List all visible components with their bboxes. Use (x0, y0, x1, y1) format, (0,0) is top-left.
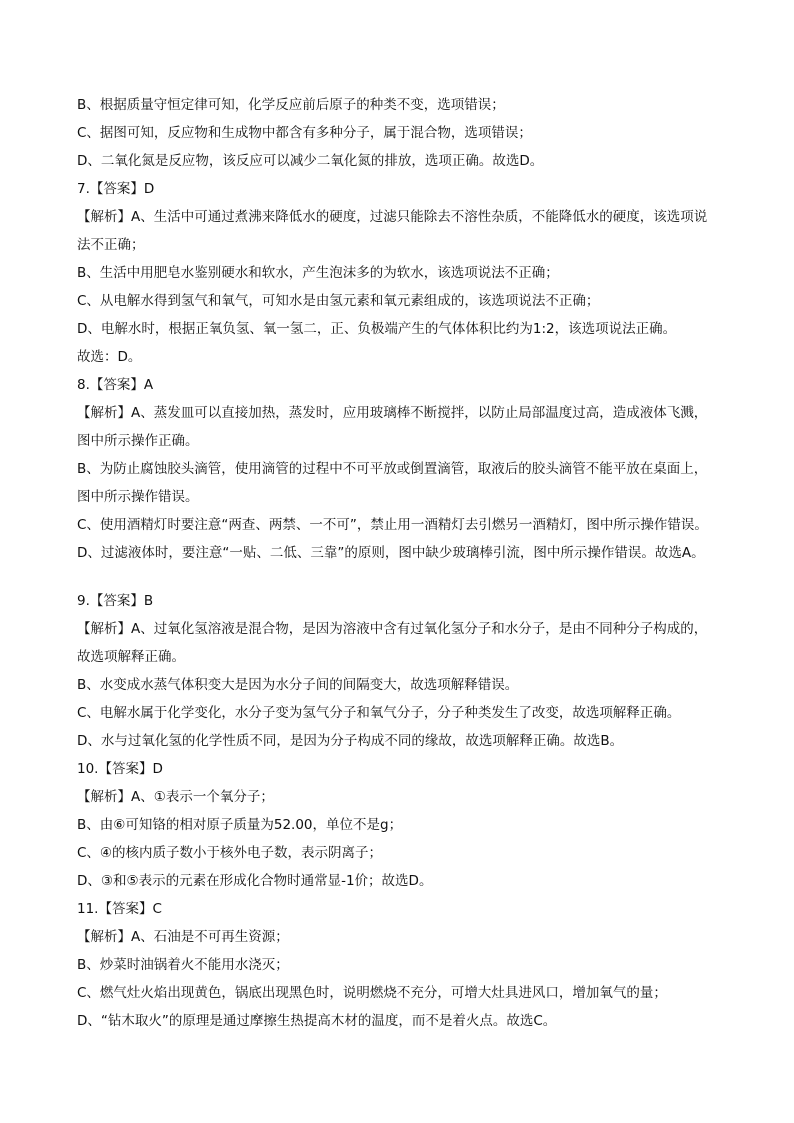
question-heading: 10.【答案】D (77, 761, 163, 777)
question-heading: 8.【答案】A (77, 377, 154, 393)
answer-line: D、③和⑤表示的元素在形成化合物时通常显-1价；故选D。 (77, 873, 433, 889)
answer-line: 【解析】A、过氧化氢溶液是混合物，是因为溶液中含有过氧化氢分子和水分子，是由不同种分子构成的， (77, 621, 708, 637)
answer-line: B、水变成水蒸气体积变大是因为水分子间的间隔变大，故选项解释错误。 (77, 677, 519, 693)
answer-line: D、水与过氧化氢的化学性质不同，是因为分子构成不同的缘故，故选项解释正确。故选B。 (77, 733, 624, 749)
answer-line: 【解析】A、①表示一个氧分子； (77, 789, 274, 805)
answer-line: D、电解水时，根据正氧负氢、氧一氢二，正、负极端产生的气体体积比约为1:2，该选项说法正确。 (77, 321, 677, 337)
answer-line: C、④的核内质子数小于核外电子数，表示阴离子； (77, 845, 383, 861)
answer-line: B、生活中用肥皂水鉴别硬水和软水，产生泡沫多的为软水，该选项说法不正确； (77, 265, 559, 281)
answer-line: 法不正确； (77, 237, 145, 253)
answer-line: B、根据质量守恒定律可知，化学反应前后原子的种类不变，选项错误； (77, 97, 505, 113)
answer-line: 故选项解释正确。 (77, 649, 185, 665)
answer-line: B、为防止腐蚀胶头滴管，使用滴管的过程中不可平放或倒置滴管，取液后的胶头滴管不能平放在桌面上， (77, 461, 708, 477)
question-heading: 9.【答案】B (77, 593, 154, 609)
answer-line: 故选：D。 (77, 349, 142, 365)
answer-line: 【解析】A、石油是不可再生资源； (77, 929, 289, 945)
question-heading: 11.【答案】C (77, 901, 162, 917)
answer-line: D、“钻木取火”的原理是通过摩擦生热提高木材的温度，而不是着火点。故选C。 (77, 1013, 557, 1029)
answer-line: 【解析】A、蒸发皿可以直接加热，蒸发时，应用玻璃棒不断搅拌，以防止局部温度过高，造成液体飞溅， (77, 405, 708, 421)
question-heading: 7.【答案】D (77, 181, 155, 197)
answer-line: C、据图可知，反应物和生成物中都含有多种分子，属于混合物，选项错误； (77, 125, 532, 141)
answer-line: B、由⑥可知铬的相对原子质量为52.00，单位不是g； (77, 817, 403, 833)
answer-line: C、从电解水得到氢气和氧气，可知水是由氢元素和氧元素组成的，该选项说法不正确； (77, 293, 600, 309)
answer-line: C、电解水属于化学变化，水分子变为氢气分子和氧气分子，分子种类发生了改变，故选项解释正确。 (77, 705, 681, 721)
answer-line: D、过滤液体时，要注意“一贴、二低、三靠”的原则，图中缺少玻璃棒引流，图中所示操作错误。故选A。 (77, 545, 705, 561)
answer-line: D、二氧化氮是反应物，该反应可以减少二氧化氮的排放，选项正确。故选D。 (77, 153, 544, 169)
answer-line: C、燃气灶火焰出现黄色，锅底出现黑色时，说明燃烧不充分，可增大灶具进风口，增加氧气的量； (77, 985, 667, 1001)
answer-line: C、使用酒精灯时要注意“两查、两禁、一不可”，禁止用一酒精灯去引燃另一酒精灯，图中所示操作错误。 (77, 517, 708, 533)
answer-line: 【解析】A、生活中可通过煮沸来降低水的硬度，过滤只能除去不溶性杂质，不能降低水的硬度，该选项说 (77, 209, 708, 225)
answer-line: B、炒菜时油锅着火不能用水浇灭； (77, 957, 289, 973)
answer-line: 图中所示操作错误。 (77, 489, 199, 505)
answer-line: 图中所示操作正确。 (77, 433, 199, 449)
